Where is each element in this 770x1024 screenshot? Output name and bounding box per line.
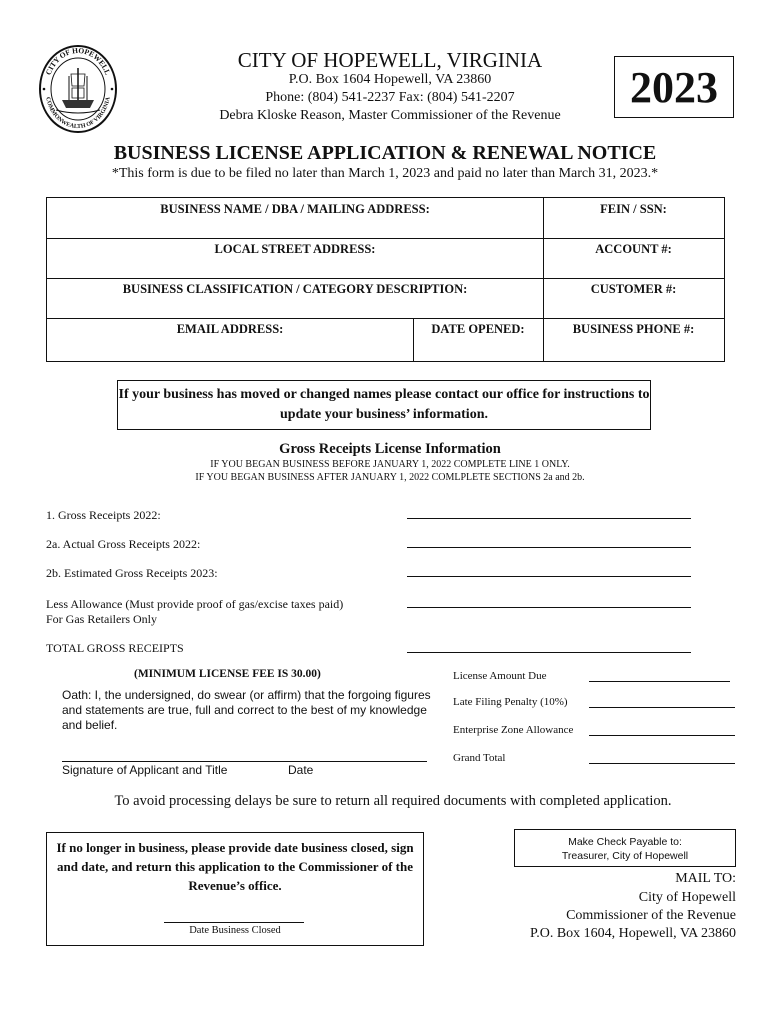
license-due-input[interactable] (589, 681, 730, 682)
date-closed-input[interactable] (164, 922, 304, 923)
local-address-field[interactable]: LOCAL STREET ADDRESS: (214, 242, 376, 256)
grand-total-label: Grand Total (453, 752, 506, 764)
enterprise-zone-input[interactable] (589, 735, 735, 736)
moved-notice: If your business has moved or changed names please contact our office for instructions to update your business’ information. (117, 380, 651, 430)
account-number-field[interactable]: ACCOUNT #: (595, 242, 672, 256)
signature-date-label: Date (288, 763, 314, 777)
oath-statement: Oath: I, the undersigned, do swear (or affirm) that the forgoing figures and statements are true, full and correct to the best of my knowledge and belief. (62, 688, 431, 732)
check-payable-box (514, 829, 736, 867)
grand-total-input[interactable] (589, 763, 735, 764)
allowance-sublabel: For Gas Retailers Only (46, 612, 157, 626)
total-gross-receipts-input[interactable] (407, 652, 691, 653)
city-seal-logo (38, 44, 118, 134)
estimated-gross-receipts-input[interactable] (407, 576, 691, 577)
mail-to-line-1: City of Hopewell (638, 890, 736, 905)
date-closed-label: Date Business Closed (189, 925, 281, 936)
signature-input[interactable] (62, 761, 427, 762)
license-due-label: License Amount Due (453, 670, 547, 682)
signature-label: Signature of Applicant and Title (62, 763, 228, 777)
late-penalty-label: Late Filing Penalty (10%) (453, 696, 568, 708)
fein-ssn-field[interactable]: FEIN / SSN: (600, 202, 667, 216)
svg-text:CITY OF HOPEWELL: CITY OF HOPEWELL (43, 45, 113, 77)
business-closed-instructions: If no longer in business, please provide date business closed, sign and date, and return this application to the Commissioner of the Revenue’s office. (56, 840, 414, 893)
gross-receipts-instruction-1: IF YOU BEGAN BUSINESS BEFORE JANUARY 1, 2022 COMPLETE LINE 1 ONLY. (210, 459, 570, 470)
email-field[interactable]: EMAIL ADDRESS: (176, 322, 284, 336)
office-phone: Phone: (804) 541-2237 Fax: (804) 541-2207 (265, 90, 515, 105)
total-gross-receipts-label: TOTAL GROSS RECEIPTS (46, 641, 184, 655)
mail-to-label: MAIL TO: (675, 871, 736, 886)
year-badge: 2023 (614, 56, 734, 118)
allowance-label: Less Allowance (Must provide proof of gas/excise taxes paid) (46, 597, 344, 611)
business-info-table (46, 197, 725, 362)
classification-field[interactable]: BUSINESS CLASSIFICATION / CATEGORY DESCRIPTION: (122, 282, 468, 296)
gross-receipts-instruction-2: IF YOU BEGAN BUSINESS AFTER JANUARY 1, 2022 COMLPLETE SECTIONS 2a and 2b. (195, 472, 585, 483)
enterprise-zone-label: Enterprise Zone Allowance (453, 724, 574, 736)
estimated-gross-receipts-label: 2b. Estimated Gross Receipts 2023: (46, 566, 218, 580)
due-date-note: *This form is due to be filed no later than March 1, 2023 and paid no later than March 31, 2023.* (111, 166, 659, 181)
date-opened-field[interactable]: DATE OPENED: (431, 322, 525, 336)
check-payable-recipient: Treasurer, City of Hopewell (561, 850, 689, 862)
business-name-field[interactable]: BUSINESS NAME / DBA / MAILING ADDRESS: (160, 202, 430, 216)
minimum-fee-note: (MINIMUM LICENSE FEE IS 30.00) (134, 668, 321, 680)
svg-text:COMMONWEALTH OF VIRGINIA: COMMONWEALTH OF VIRGINIA (44, 96, 112, 131)
gross-receipts-title: Gross Receipts License Information (279, 441, 501, 457)
actual-gross-receipts-label: 2a. Actual Gross Receipts 2022: (46, 537, 201, 551)
form-title: BUSINESS LICENSE APPLICATION & RENEWAL NOTICE (113, 142, 657, 164)
gross-receipts-2022-input[interactable] (407, 518, 691, 519)
customer-number-field[interactable]: CUSTOMER #: (590, 282, 677, 296)
mail-to-line-3: P.O. Box 1604, Hopewell, VA 23860 (529, 926, 736, 941)
office-address: P.O. Box 1604 Hopewell, VA 23860 (288, 72, 492, 87)
late-penalty-input[interactable] (589, 707, 735, 708)
city-title: CITY OF HOPEWELL, VIRGINIA (237, 48, 543, 72)
commissioner-name: Debra Kloske Reason, Master Commissioner of the Revenue (219, 108, 561, 123)
business-phone-field[interactable]: BUSINESS PHONE #: (572, 322, 695, 336)
mail-to-line-2: Commissioner of the Revenue (566, 908, 736, 923)
allowance-input[interactable] (407, 607, 691, 608)
gross-receipts-2022-label: 1. Gross Receipts 2022: (46, 508, 161, 522)
processing-note: To avoid processing delays be sure to return all required documents with completed application. (114, 793, 672, 809)
check-payable-label: Make Check Payable to: (568, 836, 682, 848)
actual-gross-receipts-input[interactable] (407, 547, 691, 548)
